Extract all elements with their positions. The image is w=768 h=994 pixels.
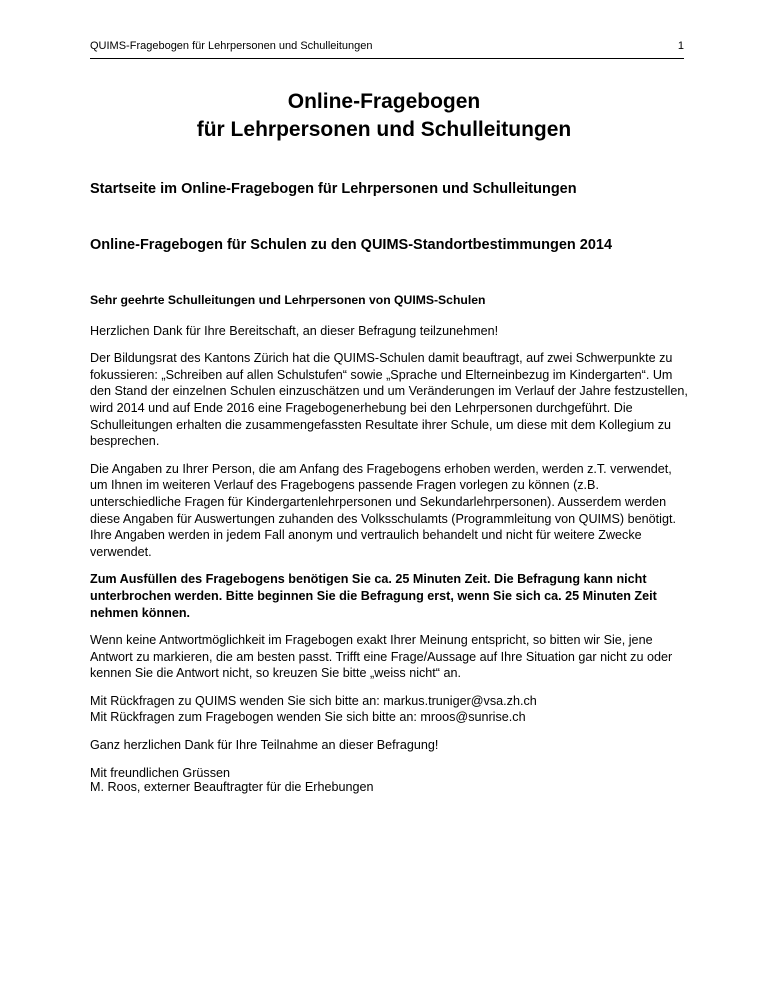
intro-thanks: Herzlichen Dank für Ihre Bereitschaft, an dieser Befragung teilzunehmen!: [90, 323, 499, 338]
header-title: QUIMS-Fragebogen für Lehrpersonen und Schulleitungen: [90, 40, 373, 52]
page-number: 1: [677, 40, 684, 52]
document-title-line-2: für Lehrpersonen und Schulleitungen: [196, 118, 572, 141]
contact-fragebogen: Mit Rückfragen zum Fragebogen wenden Sie sich bitte an: mroos@sunrise.ch: [90, 710, 526, 725]
paragraph-zeit: Zum Ausfüllen des Fragebogens benötigen Sie ca. 25 Minuten Zeit. Die Befragung kann nicht unterbrochen werden. Bitte beginnen Sie die Befragung erst, wenn Sie sich ca. 25 Minuten Zeit nehmen können.: [90, 572, 657, 620]
contact-quims: Mit Rückfragen zu QUIMS wenden Sie sich bitte an: markus.truniger@vsa.zh.ch: [90, 693, 537, 708]
paragraph-antwort: Wenn keine Antwortmöglichkeit im Fragebogen exakt Ihrer Meinung entspricht, so bitten wir Sie, jene Antwort zu markieren, die am besten passt. Trifft eine Frage/Aussage auf Ihre Situation gar nicht zu oder kennen Sie die Antwort nicht, so kreuzen Sie bitte „weiss nicht“ an.: [90, 633, 673, 681]
header-divider: [90, 58, 684, 59]
document-title: [0, 88, 768, 144]
section-heading-online-fragebogen: Online-Fragebogen für Schulen zu den QUIMS-Standortbestimmungen 2014: [90, 237, 613, 253]
paragraph-angaben: Die Angaben zu Ihrer Person, die am Anfang des Fragebogens erhoben werden, werden z.T. verwendet, um Ihnen im weiteren Verlauf des Fragebogens passende Fragen vorlegen zu können (z.B. unterschiedliche Fragen für Kindergartenlehrpersonen und Sekundarlehrpersonen). Ausserdem werden diese Angaben für Auswertungen zuhanden des Volksschulamts (Programmleitung von QUIMS) benötigt. Ihre Angaben werden in jedem Fall anonym und vertraulich behandelt und nicht für weitere Zwecke verwendet.: [90, 461, 676, 559]
salutation: Sehr geehrte Schulleitungen und Lehrpersonen von QUIMS-Schulen: [90, 293, 486, 307]
section-heading-startseite: Startseite im Online-Fragebogen für Lehrpersonen und Schulleitungen: [90, 181, 577, 197]
document-title-line-1: Online-Fragebogen: [287, 90, 481, 113]
signature: M. Roos, externer Beauftragter für die Erhebungen: [90, 780, 374, 794]
greeting: Mit freundlichen Grüssen: [90, 765, 230, 780]
letter-body: [90, 292, 690, 789]
page-header: [90, 40, 684, 57]
closing-thanks: Ganz herzlichen Dank für Ihre Teilnahme an dieser Befragung!: [90, 738, 439, 753]
paragraph-bildungsrat: Der Bildungsrat des Kantons Zürich hat die QUIMS-Schulen damit beauftragt, auf zwei Schwerpunkte zu fokussieren: „Schreiben auf allen Schulstufen“ sowie „Sprache und Elterneinbezug im Kindergarten“. Um den Stand der einzelnen Schulen einzuschätzen und um Veränderungen im Verlauf der Jahre festzustellen, wird 2014 und auf Ende 2016 eine Fragebogenerhebung bei den Lehrpersonen durchgeführt. Die Schulleitungen erhalten die zusammengefassten Resultate ihrer Schule, um diese mit dem Kollegium zu besprechen.: [90, 351, 688, 449]
